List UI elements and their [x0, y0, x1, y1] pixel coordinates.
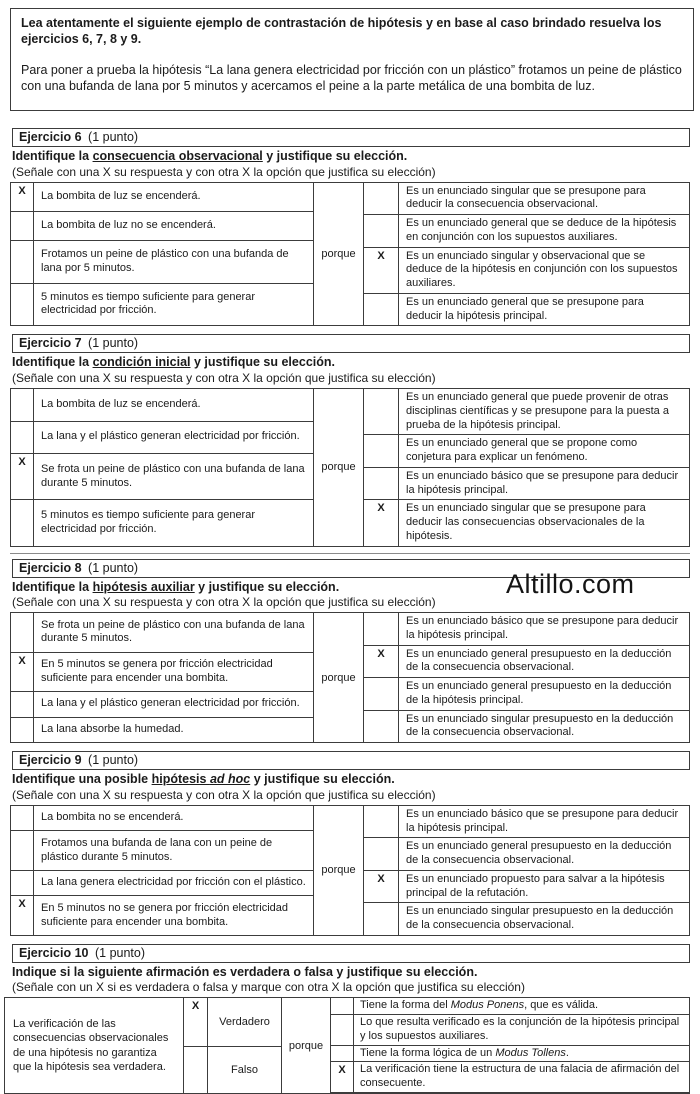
scan-artifact-line [10, 553, 690, 554]
answer-mark-cell [11, 212, 34, 240]
porque-cell: porque [313, 183, 364, 326]
option-text: Es un enunciado básico que se presupone para deducir la hipótesis principal. [406, 615, 679, 641]
option-row [11, 389, 313, 422]
option-row [331, 1062, 689, 1093]
answer-mark: X [191, 1000, 200, 1013]
false-label: Falso [231, 1064, 258, 1076]
exercise-title: Ejercicio 9 [19, 753, 82, 768]
option-row [364, 646, 689, 679]
options-column-left [11, 613, 313, 742]
option-text: 5 minutos es tiempo suficiente para generar electricidad por fricción. [41, 290, 256, 317]
option-text: La bombita no se encenderá. [41, 811, 184, 824]
option-row [364, 215, 689, 248]
answer-mark: X [18, 456, 26, 468]
answer-mark-cell [11, 871, 34, 896]
option-row [364, 871, 689, 904]
option-text: Es un enunciado singular que se presupone para deducir la consecuencia observacional. [406, 184, 646, 211]
answer-mark-cell [364, 678, 399, 710]
option-row [11, 806, 313, 832]
answer-mark-cell [364, 500, 399, 545]
option-text: Es un enunciado general que puede provenir de otras disciplinas científicas y se presupone para la puesta a prueba de la hipótesis principal. [406, 391, 669, 431]
option-row [11, 831, 313, 870]
answer-mark-cell [364, 215, 399, 247]
option-text: Se frota un peine de plástico con una bufanda de lana durante 5 minutos. [41, 618, 305, 645]
option-text: 5 minutos es tiempo suficiente para generar electricidad por fricción. [41, 509, 256, 535]
option-text: Es un enunciado básico que se presupone para deducir la hipótesis principal. [406, 469, 679, 496]
answer-mark-cell [184, 1047, 208, 1093]
exercise-6-note: (Señale con una X su respuesta y con otra X la opción que justifica su elección) [12, 164, 436, 179]
answer-mark-cell [11, 718, 34, 743]
option-text: Frotamos una bufanda de lana con un peine de plástico durante 5 minutos. [41, 836, 273, 863]
option-text: La lana y el plástico generan electricidad por fricción. [41, 430, 300, 443]
option-text: En 5 minutos se genera por fricción electricidad suficiente para encender una bombita. [41, 657, 273, 684]
justifications-column-right [364, 183, 689, 326]
option-row [11, 613, 313, 652]
option-text: La bombita de luz no se encenderá. [41, 218, 216, 231]
answer-mark-cell [11, 183, 34, 211]
option-text: Se frota un peine de plástico con una bufanda de lana durante 5 minutos. [41, 462, 305, 489]
option-text: Es un enunciado general presupuesto en la deducción de la consecuencia observacional. [406, 647, 672, 674]
option-row [11, 422, 313, 455]
answer-mark-cell [11, 692, 34, 717]
answer-mark-cell [364, 183, 399, 215]
answer-mark-cell [364, 871, 399, 903]
exercise-6-title-box [12, 128, 690, 147]
exercise-title: Ejercicio 6 [19, 130, 82, 144]
option-text: Es un enunciado singular presupuesto en la deducción de la consecuencia observacional. [406, 712, 674, 739]
answer-mark: X [377, 647, 385, 660]
option-text: Es un enunciado singular presupuesto en la deducción de la consecuencia observacional. [406, 905, 674, 931]
option-text: Es un enunciado general que se deduce de la hipótesis en conjunción con los supuestos auxiliares. [406, 217, 677, 243]
option-text: Es un enunciado singular y observacional que se deduce de la hipótesis en conjunción con los supuestos auxiliares. [406, 249, 678, 290]
exercise-7-title-box [12, 334, 690, 353]
exercise-9-note: (Señale con una X su respuesta y con otra X la opción que justifica su elección) [12, 787, 436, 802]
option-row [11, 896, 313, 934]
exercise-points: (1 punto) [88, 336, 139, 351]
answer-mark-cell [364, 806, 399, 838]
answer-mark-cell [364, 711, 399, 743]
option-row [11, 500, 313, 545]
intro-bold-text: Lea atentamente el siguiente ejemplo de contrastación de hipótesis y en base al caso brindado resuelva los ejercicios 6, 7, 8 y 9. [21, 16, 662, 47]
options-column-left [11, 183, 313, 326]
option-row [364, 838, 689, 871]
justifications-column-right [364, 806, 689, 935]
exercise-title: Ejercicio 10 [19, 945, 89, 960]
answer-mark-cell [364, 389, 399, 434]
answer-mark-cell [11, 454, 34, 499]
option-text: La lana y el plástico generan electricidad por fricción. [41, 697, 300, 710]
answer-mark: X [377, 249, 385, 262]
answer-mark-cell [11, 284, 34, 326]
option-row [11, 284, 313, 326]
false-row [184, 1047, 281, 1093]
option-row [11, 212, 313, 241]
answer-mark-cell [364, 248, 399, 293]
justifications-column-right [331, 998, 689, 1093]
answer-mark: X [377, 502, 385, 515]
option-row [364, 294, 689, 326]
exercise-10-title-box [12, 944, 690, 963]
answer-mark-cell [364, 646, 399, 678]
answer-mark-cell [364, 435, 399, 467]
option-text: Es un enunciado general presupuesto en la deducción de la hipótesis principal. [406, 680, 672, 706]
option-text: En 5 minutos no se genera por fricción electricidad suficiente para encender una bombita. [41, 901, 289, 928]
option-row [364, 248, 689, 294]
option-row [11, 454, 313, 500]
option-row [364, 806, 689, 839]
answer-mark-cell [331, 998, 354, 1014]
answer-mark-cell [11, 831, 34, 869]
exercise-7-instruction: Identifique la condición inicial y justifique su elección. [12, 355, 335, 370]
option-row [11, 653, 313, 692]
option-text: Frotamos un peine de plástico con una bufanda de lana por 5 minutos. [41, 247, 289, 274]
answer-mark-cell [11, 896, 34, 934]
exercise-10-section [12, 944, 690, 1094]
exercise-10-table [4, 997, 690, 1094]
answer-mark-cell [364, 613, 399, 645]
option-row [11, 692, 313, 718]
porque-cell: porque [313, 806, 364, 935]
porque-cell: porque [313, 613, 364, 742]
answer-mark-cell [11, 500, 34, 545]
exercise-points: (1 punto) [88, 753, 139, 768]
options-column-left [11, 806, 313, 935]
exercise-6-table [10, 182, 690, 327]
answer-mark-cell [331, 1015, 354, 1045]
option-row [11, 718, 313, 743]
option-text: Es un enunciado propuesto para salvar a la hipótesis principal de la refutación. [406, 872, 665, 899]
exercise-7-section [12, 334, 690, 546]
answer-mark: X [377, 872, 385, 885]
exercise-9-section [12, 751, 690, 936]
exercise-8-instruction: Identifique la hipótesis auxiliar y justifique su elección. [12, 579, 340, 594]
option-text: Es un enunciado general presupuesto en la deducción de la consecuencia observacional. [406, 840, 672, 866]
answer-mark-cell [364, 468, 399, 500]
answer-mark-cell [364, 294, 399, 326]
answer-mark: X [18, 184, 26, 197]
answer-mark-cell [364, 903, 399, 935]
option-row [11, 183, 313, 212]
option-row [364, 183, 689, 216]
option-text: Es un enunciado general que se propone como conjetura para explicar un fenómeno. [406, 437, 638, 463]
exercise-points: (1 punto) [88, 130, 139, 144]
option-text: Es un enunciado singular que se presupone para deducir las consecuencias observacionales de la hipótesis. [406, 502, 646, 542]
option-text: La lana genera electricidad por fricción con el plástico. [41, 876, 306, 889]
option-row [11, 871, 313, 897]
option-row [364, 435, 689, 468]
answer-mark-cell [11, 653, 34, 691]
exercise-6-instruction: Identifique la consecuencia observacional y justifique su elección. [12, 149, 408, 163]
option-text: La bombita de luz se encenderá. [41, 397, 201, 410]
exercise-7-table [10, 388, 690, 547]
italic-term: Modus Tollens [495, 1046, 566, 1059]
true-row [184, 998, 281, 1047]
option-row [364, 500, 689, 545]
answer-mark-cell [184, 998, 208, 1046]
option-text: La bombita de luz se encenderá. [41, 189, 201, 202]
exercise-title: Ejercicio 7 [19, 336, 82, 351]
option-row [331, 998, 689, 1015]
exercise-points: (1 punto) [94, 945, 146, 960]
exercise-8-table [10, 612, 690, 743]
option-text: Tiene la forma lógica de un Modus Tollens. [360, 1046, 569, 1059]
option-text: La verificación tiene la estructura de una falacia de afirmación del consecuente. [360, 1063, 680, 1090]
option-row [364, 711, 689, 743]
exercise-9-instruction: Identifique una posible hipótesis ad hoc y justifique su elección. [12, 772, 395, 787]
exercise-9-table [10, 805, 690, 936]
option-text: La lana absorbe la humedad. [41, 722, 184, 735]
exercise-6-section [12, 128, 690, 326]
true-false-column [184, 998, 282, 1093]
option-text: Es un enunciado básico que se presupone para deducir la hipótesis principal. [406, 807, 679, 834]
watermark-altillo: Altillo.com [506, 568, 635, 599]
answer-mark-cell [11, 422, 34, 454]
answer-mark-cell [11, 613, 34, 651]
option-row [364, 468, 689, 501]
answer-mark: X [338, 1064, 346, 1077]
option-row [364, 389, 689, 435]
justifications-column-right [364, 389, 689, 546]
answer-mark-cell [11, 389, 34, 421]
answer-mark-cell [11, 806, 34, 831]
answer-mark-cell [331, 1046, 354, 1062]
option-row [331, 1046, 689, 1063]
answer-mark-cell [331, 1062, 354, 1092]
porque-cell: porque [282, 998, 331, 1093]
italic-term: Modus Ponens [450, 999, 525, 1012]
option-text: Lo que resulta verificado es la conjunción de la hipótesis principal y los supuestos auxiliares. [360, 1016, 680, 1042]
intro-body-text: Para poner a prueba la hipótesis “La lana genera electricidad por fricción con un plástico” frotamos un peine de plástico con una bufanda de lana por 5 minutos y acercamos el peine a la parte metálica de una bombita de luz. [21, 62, 682, 93]
option-row [364, 678, 689, 711]
exercise-10-instruction: Indique si la siguiente afirmación es verdadera o falsa y justifique su elección. [12, 964, 478, 979]
exercise-points: (1 punto) [88, 560, 139, 575]
exercise-8-note: (Señale con una X su respuesta y con otra X la opción que justifica su elección) [12, 595, 436, 610]
options-column-left [11, 389, 313, 546]
option-row [331, 1015, 689, 1046]
exercise-10-note: (Señale con un X si es verdadera o falsa y marque con otra X la opción que justifica su elección) [12, 980, 525, 995]
option-text: Tiene la forma del Modus Ponens, que es válida. [360, 999, 599, 1012]
option-text: Es un enunciado general que se presupone para deducir la hipótesis principal. [406, 295, 644, 322]
exercise-7-note: (Señale con una X su respuesta y con otra X la opción que justifica su elección) [12, 371, 436, 385]
statement-cell: La verificación de las consecuencias observacionales de una hipótesis no garantiza que la hipótesis sea verdadera. [5, 998, 184, 1093]
true-label: Verdadero [219, 1016, 270, 1029]
option-row [364, 613, 689, 646]
exercise-9-title-box [12, 751, 690, 770]
justifications-column-right [364, 613, 689, 742]
answer-mark-cell [11, 241, 34, 283]
option-row [11, 241, 313, 284]
exercise-8-section [12, 559, 690, 744]
intro-box [10, 8, 694, 111]
exercise-title: Ejercicio 8 [19, 560, 82, 575]
porque-cell: porque [313, 389, 364, 546]
answer-mark: X [18, 898, 26, 911]
answer-mark-cell [364, 838, 399, 870]
option-row [364, 903, 689, 935]
answer-mark: X [18, 654, 26, 667]
